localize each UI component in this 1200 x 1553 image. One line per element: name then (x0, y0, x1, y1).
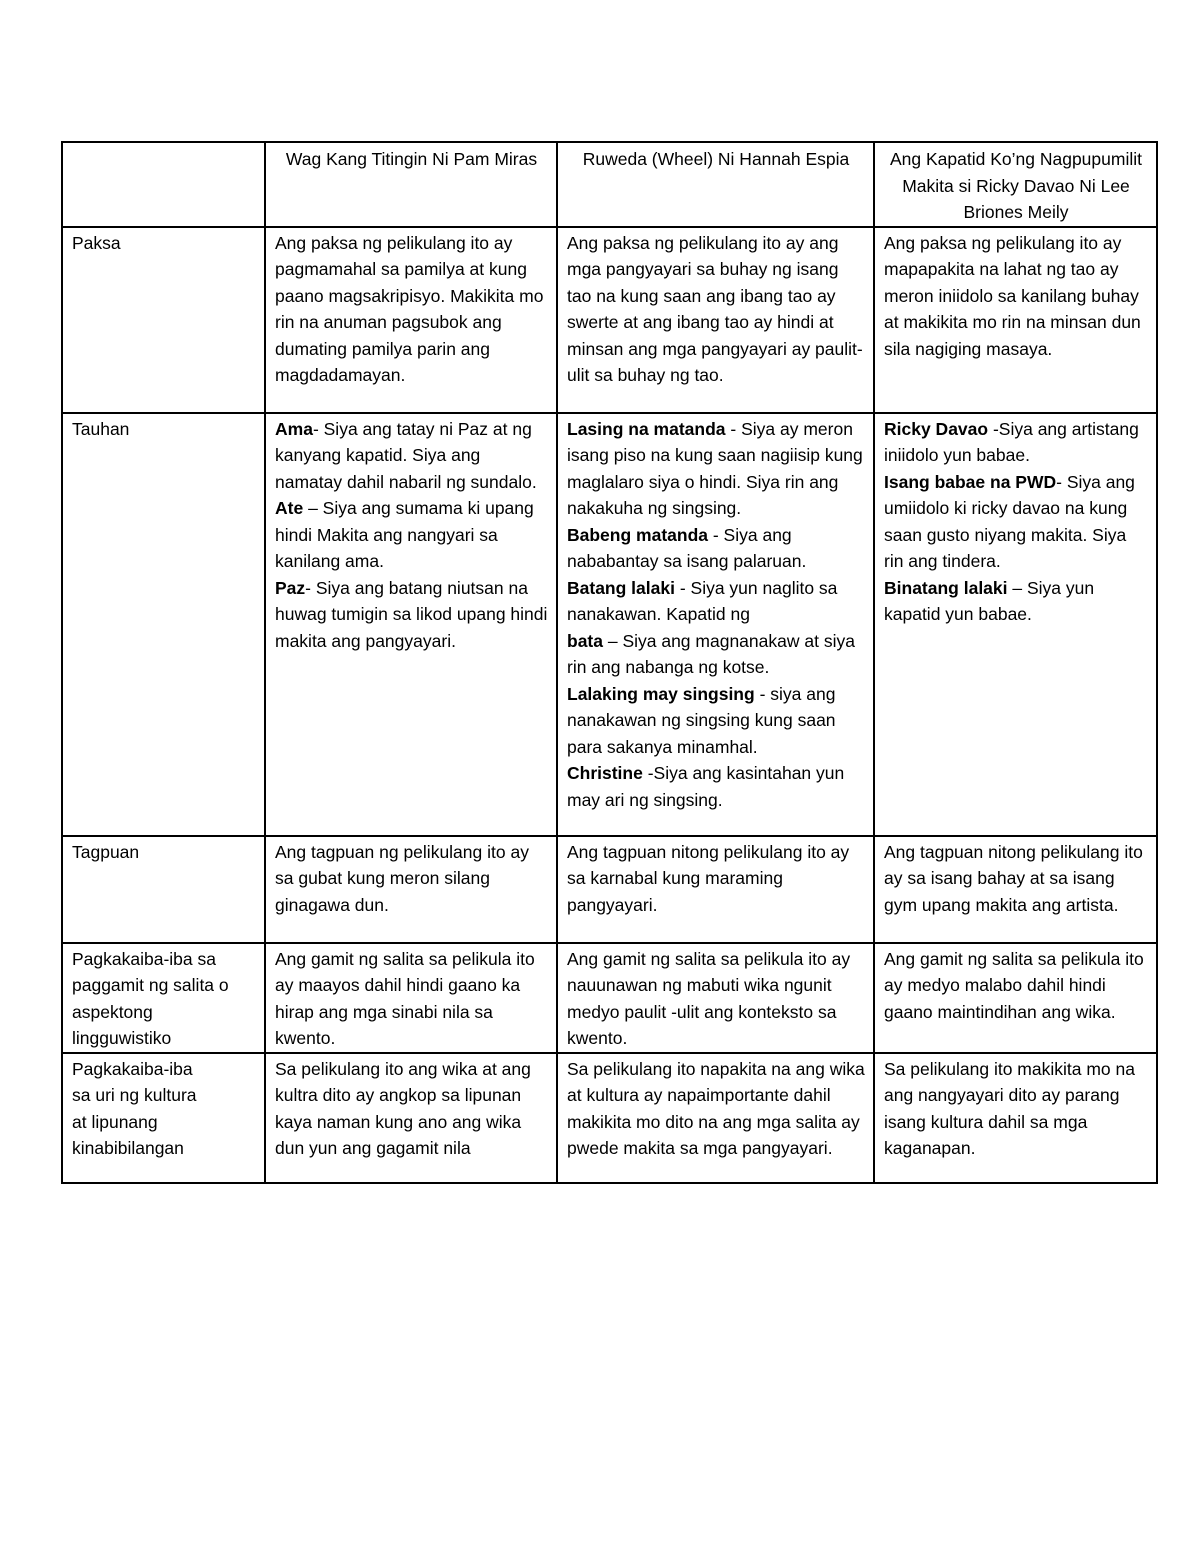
tagpuan-cell-film-2: Ang tagpuan nitong pelikulang ito ay sa karnabal kung maraming pangyayari. (557, 836, 874, 943)
character-name: Ama (275, 418, 313, 439)
character-description: - Siya ang nababantay sa isang palaruan. (567, 524, 807, 571)
row-label-line: kinabibilangan (72, 1138, 184, 1158)
gamit-cell-film-3: Ang gamit ng salita sa pelikula ito ay medyo malabo dahil hindi gaano maintindihan ang wika. (874, 943, 1157, 1053)
character-name: Lalaking may singsing (567, 683, 755, 704)
table-row-tauhan (62, 413, 1157, 836)
character-description: - Siya ang umiidolo ki ricky davao na kung saan gusto niyang makita. Siya rin ang tindera. (884, 471, 1135, 571)
character-entry (567, 760, 865, 813)
row-label-tauhan: Tauhan (62, 413, 265, 836)
character-entry (567, 522, 865, 575)
paksa-cell-film-1: Ang paksa ng pelikulang ito ay pagmamahal sa pamilya at kung paano magsakripisyo. Makikita mo rin na anuman pagsubok ang dumating pamilya parin ang magdadamayan. (265, 227, 557, 413)
character-description: - Siya yun naglito sa nanakawan. Kapatid ng (567, 577, 838, 624)
paksa-cell-film-2: Ang paksa ng pelikulang ito ay ang mga pangyayari sa buhay ng isang tao na kung saan ang ibang tao ay swerte at ang ibang tao ay hindi at minsan ang mga pangyayari ay paulit-ulit sa buhay ng tao. (557, 227, 874, 413)
row-label-paksa: Paksa (62, 227, 265, 413)
tagpuan-cell-film-3: Ang tagpuan nitong pelikulang ito ay sa isang bahay at sa isang gym upang makita ang artista. (874, 836, 1157, 943)
tagpuan-cell-film-1: Ang tagpuan ng pelikulang ito ay sa gubat kung meron silang ginagawa dun. (265, 836, 557, 943)
row-label-tagpuan: Tagpuan (62, 836, 265, 943)
row-label-kultura (62, 1053, 265, 1183)
character-description: -Siya ang artistang iniidolo yun babae. (884, 418, 1139, 465)
character-entry (567, 681, 865, 761)
tauhan-cell-film-2 (557, 413, 874, 836)
kultura-cell-film-2: Sa pelikulang ito napakita na ang wika at kultura ay napaimportante dahil makikita mo dito na ang mga salita ay pwede makita sa mga pangyayari. (557, 1053, 874, 1183)
character-description: - Siya ay meron isang piso na kung saan nagiisip kung maglalaro siya o hindi. Siya rin ang nakakuha ng singsing. (567, 418, 863, 518)
row-label-line: sa uri ng kultura (72, 1085, 197, 1105)
kultura-cell-film-1: Sa pelikulang ito ang wika at ang kultra dito ay angkop sa lipunan kaya naman kung ano ang wika dun yun ang gagamit nila (265, 1053, 557, 1183)
table-row-paksa (62, 227, 1157, 413)
character-entry (275, 495, 548, 575)
character-description: - Siya ang tatay ni Paz at ng kanyang kapatid. Siya ang namatay dahil nabaril ng sundalo. (275, 418, 537, 492)
character-entry (275, 416, 548, 496)
character-name: Binatang lalaki (884, 577, 1008, 598)
tauhan-cell-film-1 (265, 413, 557, 836)
gamit-cell-film-1: Ang gamit ng salita sa pelikula ito ay maayos dahil hindi gaano ka hirap ang mga sinabi nila sa kwento. (265, 943, 557, 1053)
character-entry (567, 628, 865, 681)
row-label-paggamit-ng-salita: Pagkakaiba-iba sa paggamit ng salita o aspektong lingguwistiko (62, 943, 265, 1053)
row-label-line: at lipunang (72, 1111, 158, 1132)
character-description: -Siya ang kasintahan yun may ari ng singsing. (567, 763, 845, 810)
header-cell-film-1: Wag Kang Titingin Ni Pam Miras (265, 142, 557, 227)
character-description: - Siya ang batang niutsan na huwag tumigin sa likod upang hindi makita ang pangyayari. (275, 577, 548, 651)
character-description: - siya ang nanakawan ng singsing kung saan para sakanya minamhal. (567, 683, 836, 757)
character-description: – Siya ang magnanakaw at siya rin ang nabanga ng kotse. (567, 630, 855, 677)
character-name: Paz (275, 577, 306, 598)
character-name: Ricky Davao (884, 418, 989, 439)
gamit-cell-film-2: Ang gamit ng salita sa pelikula ito ay nauunawan ng mabuti wika ngunit medyo paulit -ulit ang konteksto sa kwento. (557, 943, 874, 1053)
table-row-kultura (62, 1053, 1157, 1183)
header-cell-film-3: Ang Kapatid Ko’ng Nagpupumilit Makita si Ricky Davao Ni Lee Briones Meily (874, 142, 1157, 227)
character-entry (567, 416, 865, 522)
table-header-row (62, 142, 1157, 227)
header-cell-film-2: Ruweda (Wheel) Ni Hannah Espia (557, 142, 874, 227)
character-name: Christine (567, 763, 643, 783)
tauhan-cell-film-3 (874, 413, 1157, 836)
character-name: Isang babae na PWD (884, 471, 1057, 492)
character-entry (884, 469, 1148, 575)
character-entry (275, 575, 548, 655)
table-row-paggamit-ng-salita (62, 943, 1157, 1053)
row-label-line: Pagkakaiba-iba (72, 1058, 193, 1079)
character-description: – Siya yun kapatid yun babae. (884, 577, 1095, 624)
character-entry (884, 416, 1148, 469)
kultura-cell-film-3: Sa pelikulang ito makikita mo na ang nangyayari dito ay parang isang kultura dahil sa mga kaganapan. (874, 1053, 1157, 1183)
paksa-cell-film-3: Ang paksa ng pelikulang ito ay mapapakita na lahat ng tao ay meron iniidolo sa kanilang buhay at makikita mo rin na minsan dun sila nagiging masaya. (874, 227, 1157, 413)
character-description: – Siya ang sumama ki upang hindi Makita ang nangyari sa kanilang ama. (275, 498, 534, 571)
character-name: Ate (275, 498, 304, 518)
table-row-tagpuan (62, 836, 1157, 943)
character-name: Batang lalaki (567, 577, 675, 598)
character-name: bata (567, 630, 603, 651)
comparison-table (61, 141, 1158, 1184)
character-name: Babeng matanda (567, 524, 708, 545)
character-entry (884, 575, 1148, 628)
header-cell-blank (62, 142, 265, 227)
character-name: Lasing na matanda (567, 418, 726, 439)
character-entry (567, 575, 865, 628)
